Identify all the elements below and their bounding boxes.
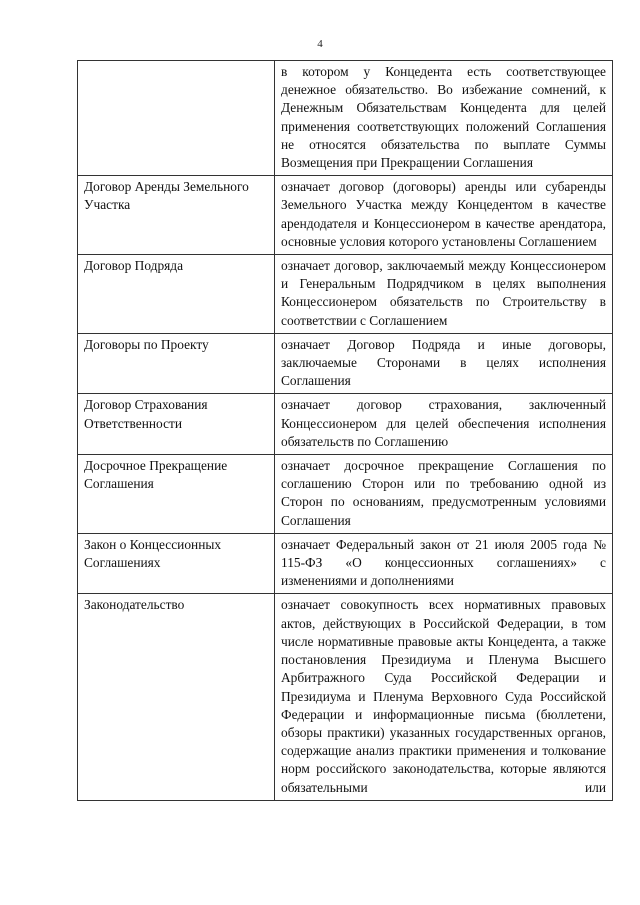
term-cell <box>78 61 275 176</box>
definition-cell: означает совокупность всех нормативных правовых актов, действующих в Российской Федерации, в том числе нормативные правовые акты Концедента, а также постановления Президиума и Пленума Высшего Арбитражного Суда Российской Федерации и Президиума и Пленума Верховного Суда Российской Федерации и информационные письма (бюллетени, обзоры практики) указанных государственных органов, содержащие анализ практики применения и толкование норм российского законодательства, которые являются обязательными или <box>275 594 613 800</box>
page-number: 4 <box>317 38 323 50</box>
term-cell: Договоры по Проекту <box>78 333 275 394</box>
definitions-table <box>77 60 613 801</box>
term-cell: Договор Подряда <box>78 255 275 334</box>
definition-cell: означает договор (договоры) аренды или субаренды Земельного Участка между Концедентом в качестве арендодателя и Концессионером в качестве арендатора, основные условия которого установлены Соглашением <box>275 176 613 255</box>
definition-cell: в котором у Концедента есть соответствующее денежное обязательство. Во избежание сомнений, к Денежным Обязательствам Концедента для целей применения соответствующих положений Соглашения не относятся обязательства по выплате Суммы Возмещения при Прекращении Соглашения <box>275 61 613 176</box>
term-cell: Договор Страхования Ответственности <box>78 394 275 455</box>
term-cell: Договор Аренды Земельного Участка <box>78 176 275 255</box>
table-row <box>78 455 613 534</box>
table-row <box>78 176 613 255</box>
definition-cell: означает Федеральный закон от 21 июля 2005 года № 115-ФЗ «О концессионных соглашениях» с изменениями и дополнениями <box>275 533 613 594</box>
table-row <box>78 594 613 800</box>
definition-cell: означает Договор Подряда и иные договоры, заключаемые Сторонами в целях исполнения Соглашения <box>275 333 613 394</box>
table-row <box>78 255 613 334</box>
definition-cell: означает договор, заключаемый между Концессионером и Генеральным Подрядчиком в целях выполнения Концессионером обязательств по Строительству в соответствии с Соглашением <box>275 255 613 334</box>
table-row <box>78 333 613 394</box>
table-row <box>78 61 613 176</box>
definition-cell: означает договор страхования, заключенный Концессионером для целей обеспечения исполнения обязательств по Соглашению <box>275 394 613 455</box>
table-row <box>78 394 613 455</box>
term-cell: Законодательство <box>78 594 275 800</box>
definition-cell: означает досрочное прекращение Соглашения по соглашению Сторон или по требованию одной из Сторон по основаниям, предусмотренным условиями Соглашения <box>275 455 613 534</box>
table-row <box>78 533 613 594</box>
term-cell: Закон о Концессионных Соглашениях <box>78 533 275 594</box>
term-cell: Досрочное Прекращение Соглашения <box>78 455 275 534</box>
